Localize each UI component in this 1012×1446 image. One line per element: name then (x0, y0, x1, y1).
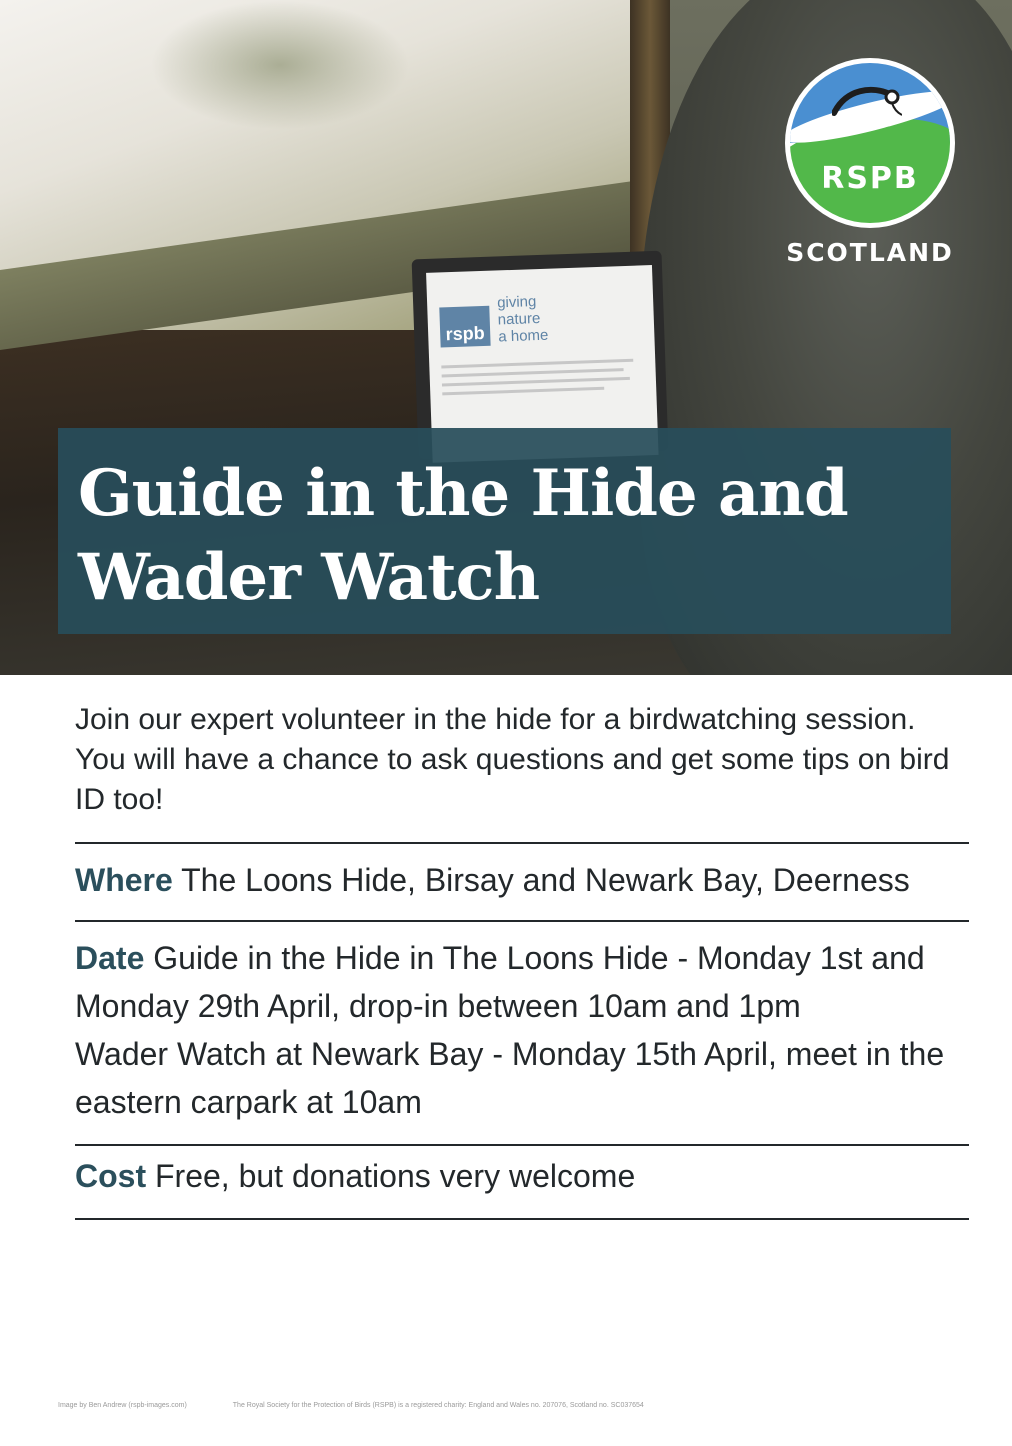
divider (75, 1218, 969, 1220)
title-line-2: Wader Watch (78, 540, 540, 615)
date-text-wader: Wader Watch at Newark Bay - Monday 15th April, meet in the eastern carpark at 10am (75, 1036, 945, 1120)
logo-circle (785, 58, 955, 228)
logo-region: SCOTLAND (786, 238, 954, 267)
title-banner (58, 428, 951, 634)
hero-photo (0, 0, 1012, 675)
clipboard-tagline: giving nature a home (496, 293, 549, 346)
title-line-1: Guide in the Hide and (78, 456, 848, 531)
date-section (75, 922, 969, 1144)
where-text: The Loons Hide, Birsay and Newark Bay, Deerness (172, 862, 910, 898)
date-text-guide: Guide in the Hide in The Loons Hide - Monday 1st and Monday 29th April, drop-in between 10am and 1pm (75, 940, 925, 1024)
where-section (75, 844, 969, 920)
avocet-bird-icon (832, 83, 902, 117)
rspb-scotland-logo (780, 58, 960, 267)
clipboard-rspb-logo (439, 289, 643, 347)
page-title (78, 452, 931, 620)
cost-label: Cost (75, 1158, 147, 1194)
where-label: Where (75, 862, 173, 898)
cost-text: Free, but donations very welcome (146, 1158, 636, 1194)
footer (58, 1402, 958, 1409)
clipboard-text-lines (441, 358, 644, 395)
logo-rspb-letters: RSPB (821, 161, 919, 196)
intro-text: Join our expert volunteer in the hide for a birdwatching session. You will have a chance to ask questions and get some tips on bird ID too! (75, 703, 950, 816)
event-details (75, 700, 969, 1220)
photo-credit: Image by Ben Andrew (rspb-images.com) (58, 1402, 187, 1409)
date-label: Date (75, 940, 145, 976)
charity-notice: The Royal Society for the Protection of Birds (RSPB) is a registered charity: England and Wales no. 207076, Scotland no. SC037654 (232, 1402, 644, 1409)
cost-section (75, 1146, 969, 1218)
clipboard-logo-box: rspb (439, 306, 490, 348)
